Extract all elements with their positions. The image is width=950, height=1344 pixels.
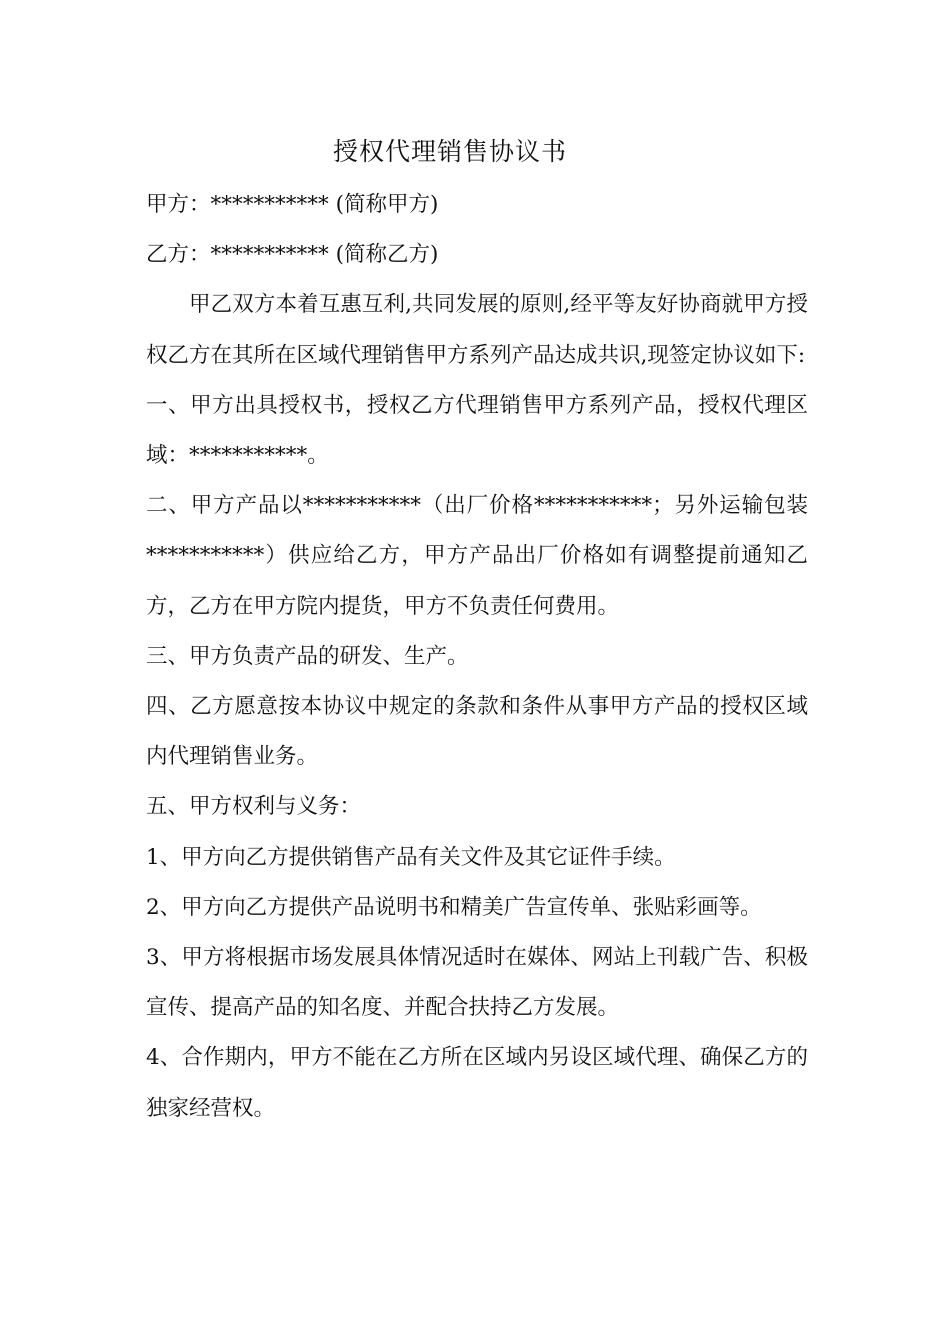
intro-paragraph: 甲乙双方本着互惠互利,共同发展的原则,经平等友好协商就甲方授权乙方在其所在区域代理销售甲方系列产品达成共识,现签定协议如下: [146, 292, 808, 368]
clause-5-heading: 五、甲方权利与义务： [146, 794, 362, 820]
item-1: 1、甲方向乙方提供销售产品有关文件及其它证件手续。 [146, 844, 676, 870]
item-3: 3、甲方将根据市场发展具体情况适时在媒体、网站上刊载广告、积极宣传、提高产品的知名度、并配合扶持乙方发展。 [146, 945, 808, 1021]
clause-2: 二、甲方产品以***********（出厂价格***********；另外运输包装***********）供应给乙方，甲方产品出厂价格如有调整提前通知乙方，乙方在甲方院内提货，甲方不负责任何费用。 [146, 493, 808, 619]
document-body [146, 180, 808, 1134]
party-a-line: 甲方：*********** (简称甲方) [146, 192, 439, 217]
item-2: 2、甲方向乙方提供产品说明书和精美广告宣传单、张贴彩画等。 [146, 894, 762, 920]
clause-3: 三、甲方负责产品的研发、生产。 [146, 643, 469, 669]
clause-4: 四、乙方愿意按本协议中规定的条款和条件从事甲方产品的授权区域内代理销售业务。 [146, 694, 808, 770]
party-b-line: 乙方：*********** (简称乙方) [146, 242, 439, 268]
document-title: 授权代理销售协议书 [332, 137, 567, 166]
item-4: 4、合作期内，甲方不能在乙方所在区域内另设区域代理、确保乙方的独家经营权。 [146, 1045, 808, 1121]
clause-1: 一、甲方出具授权书，授权乙方代理销售甲方系列产品，授权代理区域：***********。 [146, 392, 808, 469]
